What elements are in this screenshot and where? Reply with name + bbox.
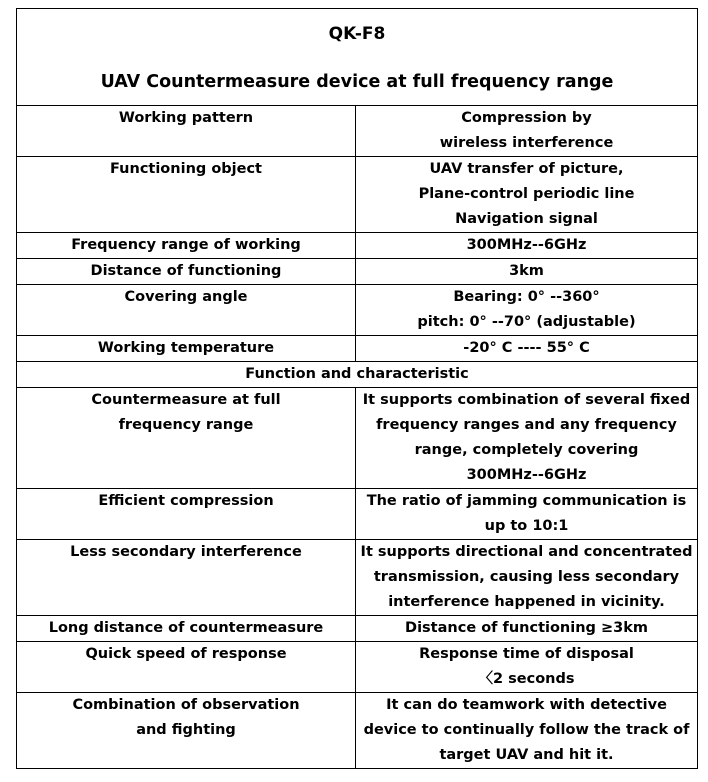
spec-value-cell	[356, 285, 698, 336]
spec-label: Working temperature	[97, 340, 275, 356]
spec-label-cell	[17, 259, 356, 285]
feature-value: device to continually follow the track of	[363, 722, 690, 738]
spec-row	[17, 336, 698, 362]
feature-value: 〈2 seconds	[478, 671, 575, 687]
feature-label-cell	[17, 388, 356, 489]
feature-value-cell	[356, 616, 698, 642]
feature-row	[17, 388, 698, 489]
feature-label: Combination of observation	[72, 697, 300, 713]
spec-value: Navigation signal	[455, 211, 598, 227]
feature-value-cell	[356, 642, 698, 693]
feature-label-cell	[17, 540, 356, 616]
feature-value-cell	[356, 540, 698, 616]
spec-value: UAV transfer of picture,	[429, 161, 624, 177]
feature-value: interference happened in vicinity.	[388, 594, 665, 610]
section-title-cell	[17, 362, 698, 388]
feature-value: The ratio of jamming communication is	[366, 493, 687, 509]
spec-value-cell	[356, 259, 698, 285]
feature-label: Long distance of countermeasure	[48, 620, 324, 636]
feature-value: 300MHz--6GHz	[466, 467, 587, 483]
spec-value: -20° C ---- 55° C	[463, 340, 590, 356]
spec-table	[16, 8, 698, 769]
model-title: QK-F8	[328, 24, 386, 44]
spec-label: Working pattern	[118, 110, 254, 126]
feature-value: Distance of functioning ≥3km	[405, 620, 648, 636]
feature-value: range, completely covering	[414, 442, 639, 458]
spec-value: wireless interference	[439, 135, 614, 151]
spec-value: 300MHz--6GHz	[466, 237, 587, 253]
feature-label-cell	[17, 693, 356, 769]
feature-value: transmission, causing less secondary	[373, 569, 680, 585]
feature-row	[17, 616, 698, 642]
feature-row	[17, 642, 698, 693]
spec-row	[17, 106, 698, 157]
feature-row	[17, 489, 698, 540]
feature-label: Quick speed of response	[85, 646, 287, 662]
spec-label: Functioning object	[109, 161, 262, 177]
spec-value-cell	[356, 157, 698, 233]
spec-label: Distance of functioning	[90, 263, 282, 279]
spec-value: Bearing: 0° --360°	[453, 289, 600, 305]
spec-label-cell	[17, 285, 356, 336]
spec-label-cell	[17, 157, 356, 233]
section-row	[17, 362, 698, 388]
feature-value-cell	[356, 693, 698, 769]
feature-label-cell	[17, 642, 356, 693]
spec-row	[17, 233, 698, 259]
feature-label: frequency range	[118, 417, 254, 433]
feature-label-cell	[17, 616, 356, 642]
spec-value: 3km	[509, 263, 544, 279]
spec-label-cell	[17, 233, 356, 259]
feature-value: It supports combination of several fixed	[362, 392, 691, 408]
section-title: Function and characteristic	[245, 366, 469, 382]
feature-label: Efficient compression	[98, 493, 274, 509]
feature-row	[17, 693, 698, 769]
feature-value: frequency ranges and any frequency	[376, 417, 677, 433]
spec-label: Frequency range of working	[71, 237, 301, 253]
spec-label-cell	[17, 106, 356, 157]
spec-value: pitch: 0° --70° (adjustable)	[417, 314, 636, 330]
spec-value: Compression by	[461, 110, 592, 126]
spec-value-cell	[356, 336, 698, 362]
feature-label: Less secondary interference	[70, 544, 302, 560]
device-subtitle: UAV Countermeasure device at full frequency range	[100, 72, 614, 92]
feature-value: up to 10:1	[484, 518, 569, 534]
spec-row	[17, 157, 698, 233]
feature-value: It supports directional and concentrated	[360, 544, 693, 560]
spec-label: Covering angle	[124, 289, 248, 305]
spec-value-cell	[356, 233, 698, 259]
feature-label-cell	[17, 489, 356, 540]
spec-row	[17, 285, 698, 336]
spec-value: Plane-control periodic line	[418, 186, 635, 202]
header-cell	[17, 9, 698, 106]
feature-value-cell	[356, 489, 698, 540]
feature-value: Response time of disposal	[419, 646, 634, 662]
feature-label: and fighting	[136, 722, 236, 738]
feature-label: Countermeasure at full	[91, 392, 281, 408]
feature-value: It can do teamwork with detective	[386, 697, 667, 713]
header-row	[17, 9, 698, 106]
feature-row	[17, 540, 698, 616]
feature-value: target UAV and hit it.	[439, 747, 614, 763]
spec-row	[17, 259, 698, 285]
spec-label-cell	[17, 336, 356, 362]
spec-value-cell	[356, 106, 698, 157]
feature-value-cell	[356, 388, 698, 489]
